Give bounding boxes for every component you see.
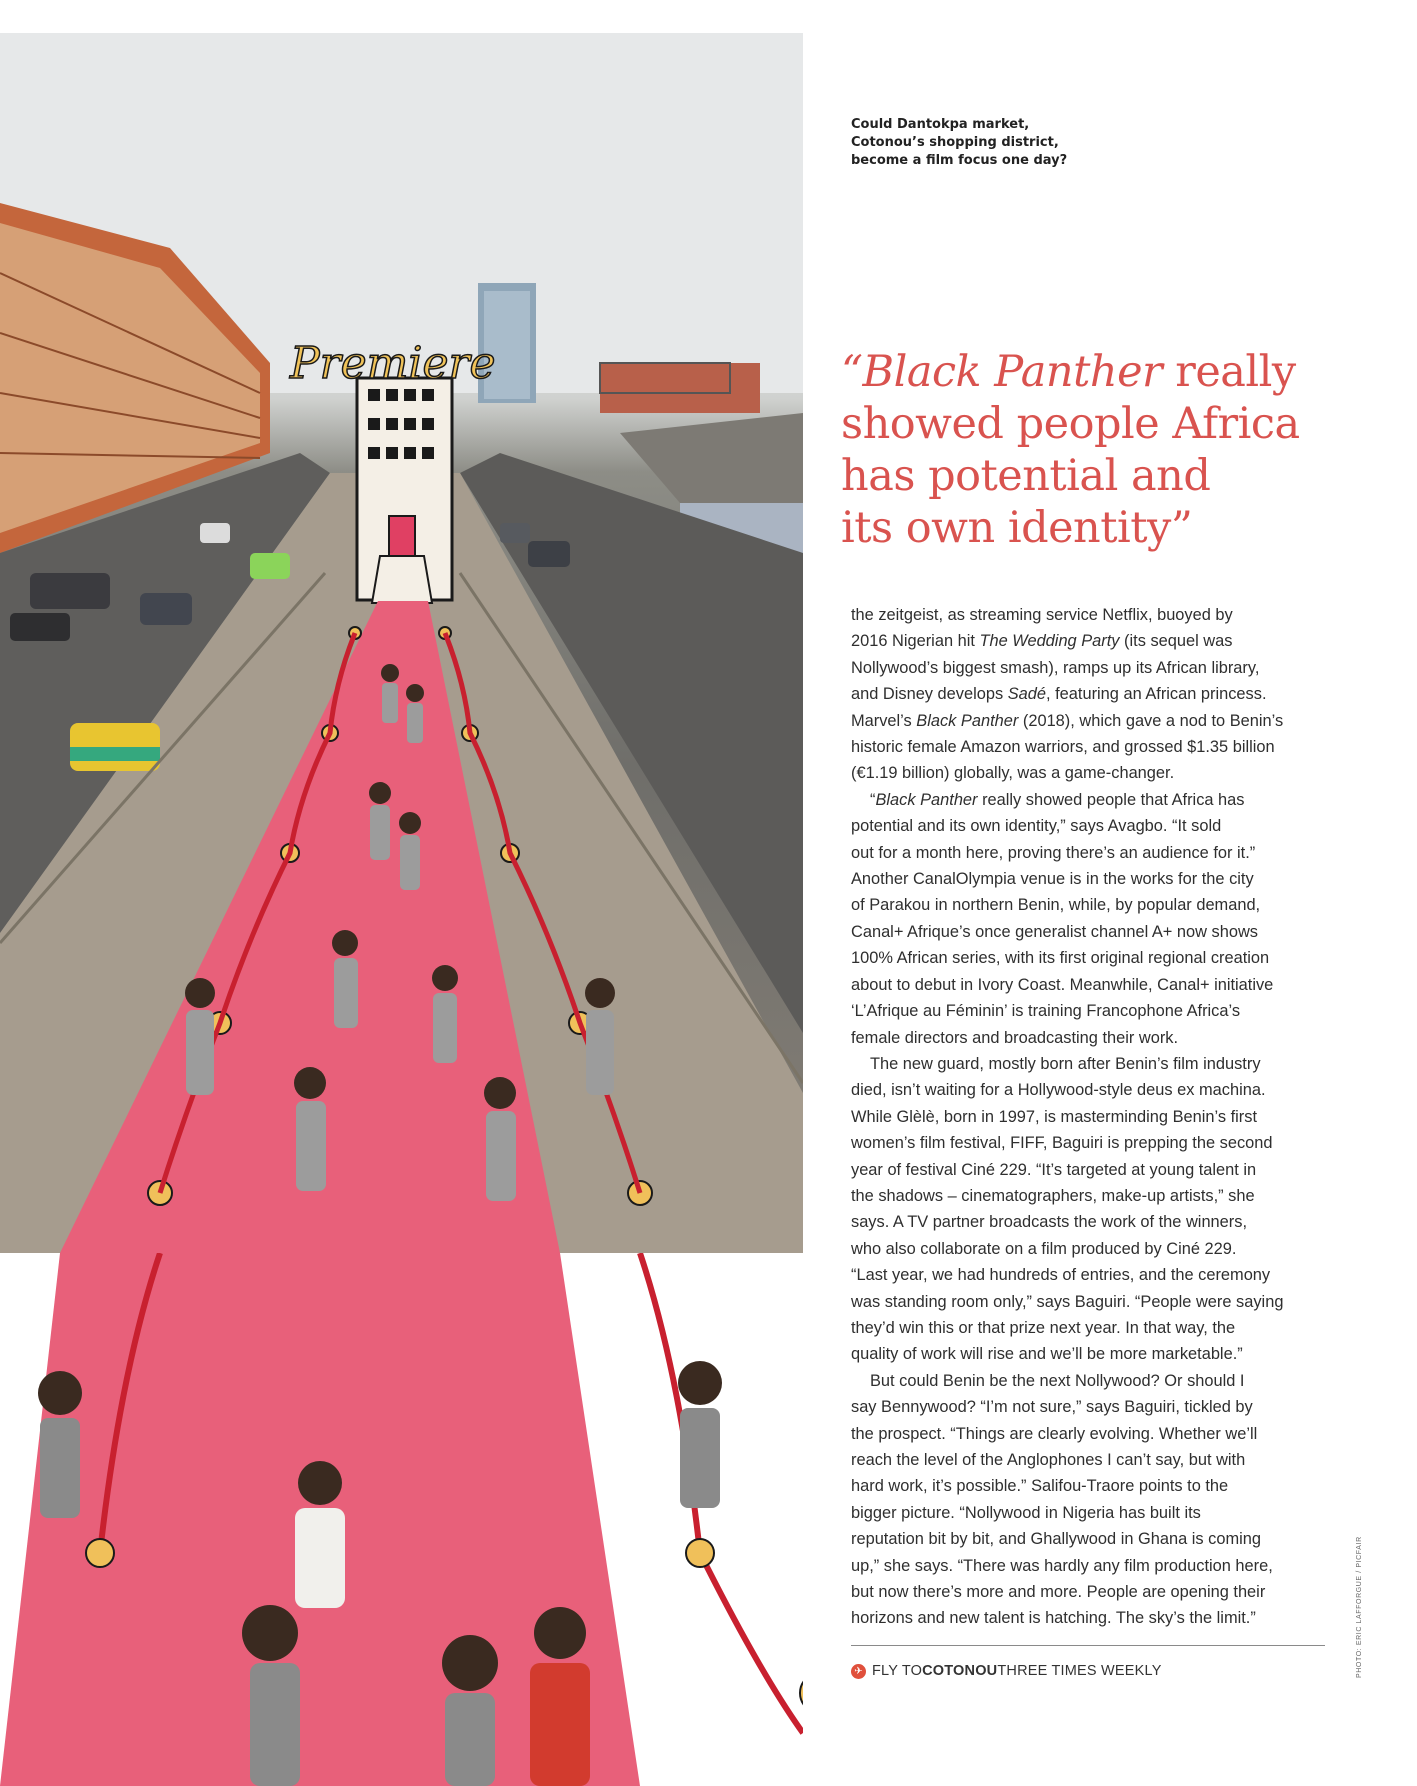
film-title: Sadé xyxy=(1007,685,1047,704)
body-text: and Disney develops xyxy=(851,685,1008,704)
paragraph-4 xyxy=(851,1368,1326,1632)
body-text: really showed people that Africa has xyxy=(977,790,1245,809)
body-line: “Last year, we had hundreds of entries, and the ceremony xyxy=(851,1266,1271,1285)
body-text: 2016 Nigerian hit xyxy=(851,632,980,651)
body-line: hard work, it’s possible.” Salifou-Traore points to the xyxy=(851,1477,1229,1496)
body-line: the prospect. “Things are clearly evolving. Whether we’ll xyxy=(851,1424,1258,1443)
photo-credit: PHOTO: ERIC LAFFORGUE / PICFAIR xyxy=(1356,1536,1363,1678)
body-line: female directors and broadcasting their work. xyxy=(851,1028,1179,1047)
body-line: Nollywood’s biggest smash), ramps up its African library, xyxy=(851,658,1260,677)
body-line: the shadows – cinematographers, make-up artists,” she xyxy=(851,1186,1255,1205)
body-line: about to debut in Ivory Coast. Meanwhile, Canal+ initiative xyxy=(851,975,1274,994)
photo-caption xyxy=(851,116,1111,170)
footer-divider xyxy=(851,1645,1325,1646)
film-title: Black Panther xyxy=(875,790,978,809)
film-title: Black Panther xyxy=(916,711,1019,730)
illustration-lower xyxy=(0,1253,803,1786)
pull-quote-line: its own identity” xyxy=(841,503,1193,553)
pull-quote-line: showed people Africa xyxy=(841,399,1300,449)
body-line: of Parakou in northern Benin, while, by popular demand, xyxy=(851,896,1261,915)
flight-info[interactable] xyxy=(851,1661,1162,1681)
body-line: reputation bit by bit, and Ghallywood in Ghana is coming xyxy=(851,1530,1262,1549)
body-text: , featuring an African princess. xyxy=(1046,685,1267,704)
body-line: bigger picture. “Nollywood in Nigeria has built its xyxy=(851,1503,1201,1522)
caption-line: Could Dantokpa market, xyxy=(851,117,1030,132)
body-line: horizons and new talent is hatching. The sky’s the limit.” xyxy=(851,1609,1256,1628)
body-line: but now there’s more and more. People are opening their xyxy=(851,1583,1266,1602)
flight-prefix: FLY TO xyxy=(872,1663,923,1679)
pull-quote-line: has potential and xyxy=(841,451,1211,501)
paragraph-1 xyxy=(851,602,1326,787)
body-line: But could Benin be the next Nollywood? Or should I xyxy=(870,1371,1245,1390)
article-body xyxy=(851,602,1326,1632)
body-line xyxy=(851,787,1326,813)
body-line xyxy=(851,708,1326,734)
film-title: The Wedding Party xyxy=(979,632,1120,651)
body-line: up,” she says. “There was hardly any film production here, xyxy=(851,1556,1273,1575)
body-line: they’d win this or that prize next year. In that way, the xyxy=(851,1318,1236,1337)
caption-line: Cotonou’s shopping district, xyxy=(851,135,1059,150)
body-line: died, isn’t waiting for a Hollywood-style deus ex machina. xyxy=(851,1081,1266,1100)
paragraph-2 xyxy=(851,787,1326,1051)
body-line: ‘L’Afrique au Féminin’ is training Francophone Africa’s xyxy=(851,1002,1241,1021)
body-line: reach the level of the Anglophones I can’t say, but with xyxy=(851,1451,1246,1469)
body-line: 100% African series, with its first original regional creation xyxy=(851,949,1270,968)
body-text: “ xyxy=(870,790,876,809)
body-line: say Bennywood? “I’m not sure,” says Baguiri, tickled by xyxy=(851,1398,1253,1417)
plane-icon: ✈ xyxy=(851,1664,866,1679)
paragraph-3 xyxy=(851,1051,1326,1368)
body-line xyxy=(851,628,1326,654)
pull-quote-text: really xyxy=(1162,347,1296,397)
body-line: historic female Amazon warriors, and grossed $1.35 billion xyxy=(851,738,1275,757)
body-line: year of festival Ciné 229. “It’s targeted at young talent in xyxy=(851,1160,1257,1179)
body-line xyxy=(851,681,1326,707)
body-line: was standing room only,” says Baguiri. “People were saying xyxy=(851,1292,1284,1311)
body-line: potential and its own identity,” says Avagbo. “It sold xyxy=(851,817,1222,836)
body-line: out for a month here, proving there’s an audience for it.” xyxy=(851,843,1256,862)
market-street-photo xyxy=(0,33,803,1253)
street-scene-illustration xyxy=(0,33,803,1253)
body-line: the zeitgeist, as streaming service Netflix, buoyed by xyxy=(851,606,1233,624)
body-text: Marvel’s xyxy=(851,711,917,730)
body-line: who also collaborate on a film produced by Ciné 229. xyxy=(851,1239,1237,1258)
body-line: Canal+ Afrique’s once generalist channel A+ now shows xyxy=(851,922,1258,941)
body-line: (€1.19 billion) globally, was a game-changer. xyxy=(851,764,1175,783)
body-line: says. A TV partner broadcasts the work of the winners, xyxy=(851,1213,1247,1232)
body-text: (its sequel was xyxy=(1119,632,1233,651)
pull-quote-line xyxy=(841,346,1361,398)
caption-line: become a film focus one day? xyxy=(851,153,1068,168)
body-line: quality of work will rise and we’ll be more marketable.” xyxy=(851,1345,1243,1364)
flight-suffix: THREE TIMES WEEKLY xyxy=(997,1663,1162,1679)
body-text: (2018), which gave a nod to Benin’s xyxy=(1018,711,1284,730)
flight-city: COTONOU xyxy=(922,1663,998,1679)
pull-quote-italic: “Black Panther xyxy=(841,347,1163,397)
body-line: Another CanalOlympia venue is in the works for the city xyxy=(851,870,1254,889)
body-line: The new guard, mostly born after Benin’s film industry xyxy=(870,1054,1261,1073)
body-line: While Glèlè, born in 1997, is masterminding Benin’s first xyxy=(851,1107,1258,1126)
premiere-sign: Premiere xyxy=(290,338,496,389)
pull-quote xyxy=(841,346,1361,554)
body-line: women’s film festival, FIFF, Baguiri is prepping the second xyxy=(851,1134,1273,1153)
